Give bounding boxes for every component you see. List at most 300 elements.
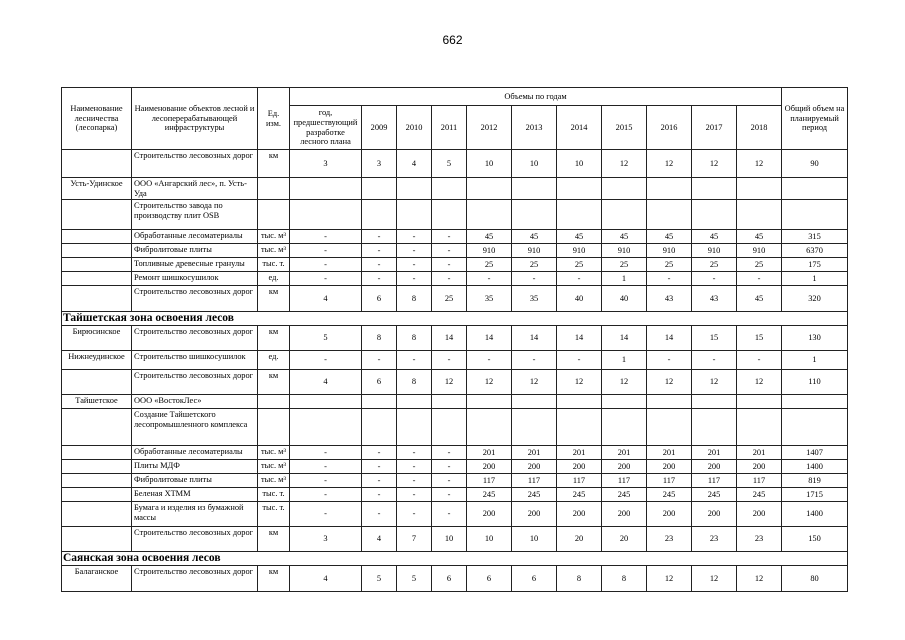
value-cell (467, 200, 512, 230)
table-row (62, 230, 848, 244)
value-cell: 4 (290, 286, 362, 312)
value-cell: 8 (397, 326, 432, 351)
value-cell: 200 (602, 502, 647, 527)
object-cell: Фибролитовые плиты (132, 474, 258, 488)
object-cell: Строительство лесовозных дорог (132, 527, 258, 552)
value-cell: 1 (602, 272, 647, 286)
value-cell: 14 (467, 326, 512, 351)
value-cell: 117 (557, 474, 602, 488)
header-total: Общий объем на планируемый период (782, 88, 848, 150)
header-prev-year: год, предшествующий разработке лесного плана (290, 106, 362, 150)
value-cell (692, 178, 737, 200)
value-cell: 25 (557, 258, 602, 272)
value-cell: 25 (737, 258, 782, 272)
value-cell: - (397, 502, 432, 527)
forestry-cell: Балаганское (62, 566, 132, 592)
value-cell: 12 (737, 566, 782, 592)
total-cell: 1 (782, 272, 848, 286)
value-cell: - (397, 446, 432, 460)
value-cell: - (432, 474, 467, 488)
value-cell: - (397, 488, 432, 502)
value-cell: - (432, 488, 467, 502)
value-cell: 117 (602, 474, 647, 488)
unit-cell: ед. (258, 351, 290, 370)
value-cell (290, 409, 362, 446)
value-cell: - (362, 258, 397, 272)
object-cell: ООО «ВостокЛес» (132, 395, 258, 409)
value-cell: 25 (602, 258, 647, 272)
zone-row (62, 552, 848, 566)
forestry-cell: Нижнеудинское (62, 351, 132, 370)
value-cell: - (362, 474, 397, 488)
value-cell: 200 (692, 502, 737, 527)
total-cell: 6370 (782, 244, 848, 258)
value-cell: 14 (647, 326, 692, 351)
total-cell: 175 (782, 258, 848, 272)
total-cell: 80 (782, 566, 848, 592)
value-cell: 12 (602, 150, 647, 178)
value-cell: - (737, 272, 782, 286)
value-cell (557, 409, 602, 446)
value-cell: 20 (557, 527, 602, 552)
object-cell: Топливные древесные гранулы (132, 258, 258, 272)
value-cell (737, 200, 782, 230)
value-cell (692, 395, 737, 409)
value-cell: 45 (737, 286, 782, 312)
value-cell: 6 (432, 566, 467, 592)
value-cell: - (397, 351, 432, 370)
value-cell (290, 395, 362, 409)
value-cell: - (432, 230, 467, 244)
value-cell (557, 178, 602, 200)
forestry-cell (62, 370, 132, 395)
total-cell: 1407 (782, 446, 848, 460)
object-cell: Бумага и изделия из бумажной массы (132, 502, 258, 527)
value-cell: 10 (467, 527, 512, 552)
value-cell: 5 (290, 326, 362, 351)
total-cell (782, 178, 848, 200)
value-cell: 25 (692, 258, 737, 272)
forestry-cell (62, 272, 132, 286)
value-cell: - (290, 488, 362, 502)
value-cell: 15 (692, 326, 737, 351)
value-cell: 45 (737, 230, 782, 244)
value-cell (512, 395, 557, 409)
infrastructure-table (61, 87, 848, 592)
value-cell: - (362, 272, 397, 286)
value-cell (432, 409, 467, 446)
value-cell: 910 (602, 244, 647, 258)
value-cell: 25 (432, 286, 467, 312)
forestry-cell (62, 244, 132, 258)
object-cell: Строительство лесовозных дорог (132, 566, 258, 592)
value-cell: - (362, 351, 397, 370)
total-cell: 320 (782, 286, 848, 312)
value-cell: 5 (432, 150, 467, 178)
value-cell: 8 (397, 370, 432, 395)
value-cell: 12 (647, 370, 692, 395)
forestry-cell (62, 230, 132, 244)
table-row (62, 566, 848, 592)
value-cell: - (290, 258, 362, 272)
value-cell (602, 395, 647, 409)
table-row (62, 200, 848, 230)
table-row (62, 446, 848, 460)
value-cell: 6 (362, 370, 397, 395)
value-cell: 117 (647, 474, 692, 488)
total-cell: 1715 (782, 488, 848, 502)
value-cell (467, 178, 512, 200)
value-cell: - (432, 446, 467, 460)
value-cell: 12 (432, 370, 467, 395)
value-cell: 245 (467, 488, 512, 502)
forestry-cell: Бирюсинское (62, 326, 132, 351)
value-cell: 201 (467, 446, 512, 460)
value-cell: - (647, 351, 692, 370)
value-cell: 12 (692, 150, 737, 178)
value-cell: 14 (512, 326, 557, 351)
value-cell: 117 (467, 474, 512, 488)
value-cell: 910 (647, 244, 692, 258)
total-cell: 819 (782, 474, 848, 488)
value-cell: 1 (602, 351, 647, 370)
value-cell (467, 409, 512, 446)
value-cell: - (692, 272, 737, 286)
value-cell: 200 (512, 460, 557, 474)
value-cell: 117 (737, 474, 782, 488)
unit-cell: км (258, 286, 290, 312)
value-cell: 4 (290, 566, 362, 592)
value-cell (432, 395, 467, 409)
header-year: 2018 (737, 106, 782, 150)
value-cell (647, 200, 692, 230)
value-cell: - (290, 244, 362, 258)
value-cell: 4 (290, 370, 362, 395)
value-cell: 201 (602, 446, 647, 460)
unit-cell: тыс. т. (258, 488, 290, 502)
value-cell (602, 409, 647, 446)
unit-cell (258, 395, 290, 409)
header-year: 2012 (467, 106, 512, 150)
value-cell: 200 (557, 460, 602, 474)
value-cell: 12 (737, 370, 782, 395)
header-unit: Ед. изм. (258, 88, 290, 150)
unit-cell: тыс. т. (258, 502, 290, 527)
value-cell: 10 (512, 527, 557, 552)
value-cell: 8 (557, 566, 602, 592)
value-cell: - (362, 446, 397, 460)
value-cell (737, 178, 782, 200)
value-cell (362, 409, 397, 446)
value-cell: 45 (602, 230, 647, 244)
value-cell: 23 (692, 527, 737, 552)
value-cell: 200 (647, 460, 692, 474)
header-year: 2010 (397, 106, 432, 150)
forestry-cell: Тайшетское (62, 395, 132, 409)
value-cell (362, 200, 397, 230)
unit-cell: км (258, 370, 290, 395)
value-cell: 10 (557, 150, 602, 178)
object-cell: Строительство лесовозных дорог (132, 286, 258, 312)
table-row (62, 460, 848, 474)
value-cell: - (432, 502, 467, 527)
value-cell: 910 (467, 244, 512, 258)
object-cell: Создание Тайшетского лесопромышленного комплекса (132, 409, 258, 446)
zone-heading: Тайшетская зона освоения лесов (62, 312, 848, 326)
value-cell: 7 (397, 527, 432, 552)
forestry-cell (62, 409, 132, 446)
value-cell (432, 200, 467, 230)
value-cell: - (362, 488, 397, 502)
table-row (62, 488, 848, 502)
value-cell: - (397, 460, 432, 474)
value-cell: - (397, 474, 432, 488)
unit-cell: км (258, 326, 290, 351)
unit-cell (258, 200, 290, 230)
unit-cell: тыс. м³ (258, 474, 290, 488)
value-cell: 40 (557, 286, 602, 312)
value-cell: - (290, 230, 362, 244)
unit-cell: км (258, 527, 290, 552)
value-cell: 910 (692, 244, 737, 258)
unit-cell: км (258, 150, 290, 178)
value-cell: 12 (467, 370, 512, 395)
value-cell: 45 (467, 230, 512, 244)
value-cell: - (290, 272, 362, 286)
header-forestry: Наименование лесничества (лесопарка) (62, 88, 132, 150)
object-cell: Ремонт шишкосушилок (132, 272, 258, 286)
value-cell: 117 (692, 474, 737, 488)
value-cell: 14 (557, 326, 602, 351)
header-object: Наименование объектов лесной и лесоперерабатывающей инфраструктуры (132, 88, 258, 150)
total-cell (782, 200, 848, 230)
table-row (62, 370, 848, 395)
object-cell: Плиты МДФ (132, 460, 258, 474)
value-cell (647, 178, 692, 200)
value-cell: - (432, 244, 467, 258)
value-cell: 8 (602, 566, 647, 592)
value-cell: - (737, 351, 782, 370)
value-cell: 12 (647, 150, 692, 178)
value-cell: 25 (467, 258, 512, 272)
zone-heading: Саянская зона освоения лесов (62, 552, 848, 566)
value-cell: - (362, 502, 397, 527)
header-year: 2011 (432, 106, 467, 150)
value-cell (602, 200, 647, 230)
value-cell (647, 409, 692, 446)
unit-cell: тыс. м³ (258, 244, 290, 258)
value-cell: 8 (362, 326, 397, 351)
value-cell (557, 200, 602, 230)
value-cell: 10 (432, 527, 467, 552)
value-cell: - (557, 351, 602, 370)
forestry-cell (62, 286, 132, 312)
unit-cell: тыс. м³ (258, 446, 290, 460)
value-cell: 201 (557, 446, 602, 460)
value-cell: 15 (737, 326, 782, 351)
table-row (62, 258, 848, 272)
value-cell: - (362, 460, 397, 474)
header-year: 2014 (557, 106, 602, 150)
object-cell: Фибролитовые плиты (132, 244, 258, 258)
value-cell: 5 (397, 566, 432, 592)
value-cell: - (397, 272, 432, 286)
total-cell: 1 (782, 351, 848, 370)
value-cell: - (432, 258, 467, 272)
value-cell (602, 178, 647, 200)
forestry-cell: Усть-Удинское (62, 178, 132, 200)
value-cell (397, 395, 432, 409)
value-cell (692, 409, 737, 446)
value-cell: 201 (512, 446, 557, 460)
forestry-cell (62, 460, 132, 474)
value-cell: - (397, 230, 432, 244)
value-cell (397, 409, 432, 446)
object-cell: Строительство завода по производству плит OSB (132, 200, 258, 230)
value-cell: - (432, 460, 467, 474)
total-cell: 90 (782, 150, 848, 178)
value-cell: 45 (692, 230, 737, 244)
value-cell: 25 (512, 258, 557, 272)
value-cell: 200 (737, 460, 782, 474)
value-cell: - (290, 474, 362, 488)
value-cell: 201 (647, 446, 692, 460)
object-cell: Строительство шишкосушилок (132, 351, 258, 370)
header-year: 2017 (692, 106, 737, 150)
object-cell: Обработанные лесоматериалы (132, 230, 258, 244)
value-cell: 43 (692, 286, 737, 312)
value-cell: - (290, 460, 362, 474)
value-cell: 12 (692, 566, 737, 592)
value-cell: - (467, 351, 512, 370)
value-cell: 3 (290, 527, 362, 552)
table-row (62, 150, 848, 178)
unit-cell: тыс. м³ (258, 230, 290, 244)
forestry-cell (62, 446, 132, 460)
total-cell: 110 (782, 370, 848, 395)
total-cell: 150 (782, 527, 848, 552)
value-cell (290, 178, 362, 200)
value-cell: - (397, 258, 432, 272)
value-cell: - (290, 502, 362, 527)
value-cell: 12 (692, 370, 737, 395)
value-cell: 14 (602, 326, 647, 351)
value-cell: 245 (692, 488, 737, 502)
value-cell (737, 395, 782, 409)
table-row (62, 244, 848, 258)
unit-cell (258, 178, 290, 200)
value-cell: 12 (557, 370, 602, 395)
value-cell: - (432, 272, 467, 286)
value-cell: 200 (647, 502, 692, 527)
value-cell: 35 (512, 286, 557, 312)
value-cell (290, 200, 362, 230)
table-row (62, 395, 848, 409)
value-cell: 201 (737, 446, 782, 460)
value-cell (512, 178, 557, 200)
value-cell: - (290, 446, 362, 460)
forestry-cell (62, 200, 132, 230)
table-row (62, 351, 848, 370)
page-number: 662 (442, 33, 463, 47)
total-cell: 1400 (782, 460, 848, 474)
table-row (62, 527, 848, 552)
value-cell: 23 (647, 527, 692, 552)
value-cell: 910 (557, 244, 602, 258)
value-cell: 10 (512, 150, 557, 178)
value-cell: 10 (467, 150, 512, 178)
value-cell: - (512, 272, 557, 286)
unit-cell (258, 409, 290, 446)
value-cell: 25 (647, 258, 692, 272)
value-cell: - (362, 230, 397, 244)
forestry-cell (62, 258, 132, 272)
value-cell: - (362, 244, 397, 258)
total-cell (782, 409, 848, 446)
header-volumes: Объемы по годам (290, 88, 782, 106)
unit-cell: ед. (258, 272, 290, 286)
value-cell: 12 (737, 150, 782, 178)
unit-cell: км (258, 566, 290, 592)
value-cell (557, 395, 602, 409)
value-cell: 35 (467, 286, 512, 312)
value-cell: 245 (737, 488, 782, 502)
value-cell (397, 178, 432, 200)
object-cell: Строительство лесовозных дорог (132, 370, 258, 395)
table-row (62, 286, 848, 312)
object-cell: Строительство лесовозных дорог (132, 150, 258, 178)
object-cell: Обработанные лесоматериалы (132, 446, 258, 460)
forestry-cell (62, 502, 132, 527)
value-cell (432, 178, 467, 200)
unit-cell: тыс. м³ (258, 460, 290, 474)
value-cell: 12 (602, 370, 647, 395)
object-cell: Строительство лесовозных дорог (132, 326, 258, 351)
value-cell (397, 200, 432, 230)
value-cell: 6 (512, 566, 557, 592)
value-cell (362, 178, 397, 200)
value-cell: 6 (467, 566, 512, 592)
value-cell (737, 409, 782, 446)
object-cell: ООО «Ангарский лес», п. Усть-Уда (132, 178, 258, 200)
zone-row (62, 312, 848, 326)
value-cell: 12 (647, 566, 692, 592)
value-cell: - (467, 272, 512, 286)
table-row (62, 272, 848, 286)
value-cell: 12 (512, 370, 557, 395)
value-cell: 8 (397, 286, 432, 312)
forestry-cell (62, 488, 132, 502)
value-cell (512, 200, 557, 230)
value-cell: 245 (602, 488, 647, 502)
value-cell: - (397, 244, 432, 258)
value-cell: 5 (362, 566, 397, 592)
value-cell: - (647, 272, 692, 286)
table-row (62, 178, 848, 200)
table-row (62, 409, 848, 446)
table-row (62, 502, 848, 527)
value-cell: 45 (512, 230, 557, 244)
value-cell: 200 (692, 460, 737, 474)
value-cell: 910 (512, 244, 557, 258)
value-cell: 6 (362, 286, 397, 312)
forestry-cell (62, 527, 132, 552)
header-year: 2013 (512, 106, 557, 150)
value-cell: - (557, 272, 602, 286)
value-cell: - (290, 351, 362, 370)
value-cell: 4 (362, 527, 397, 552)
table-row (62, 326, 848, 351)
